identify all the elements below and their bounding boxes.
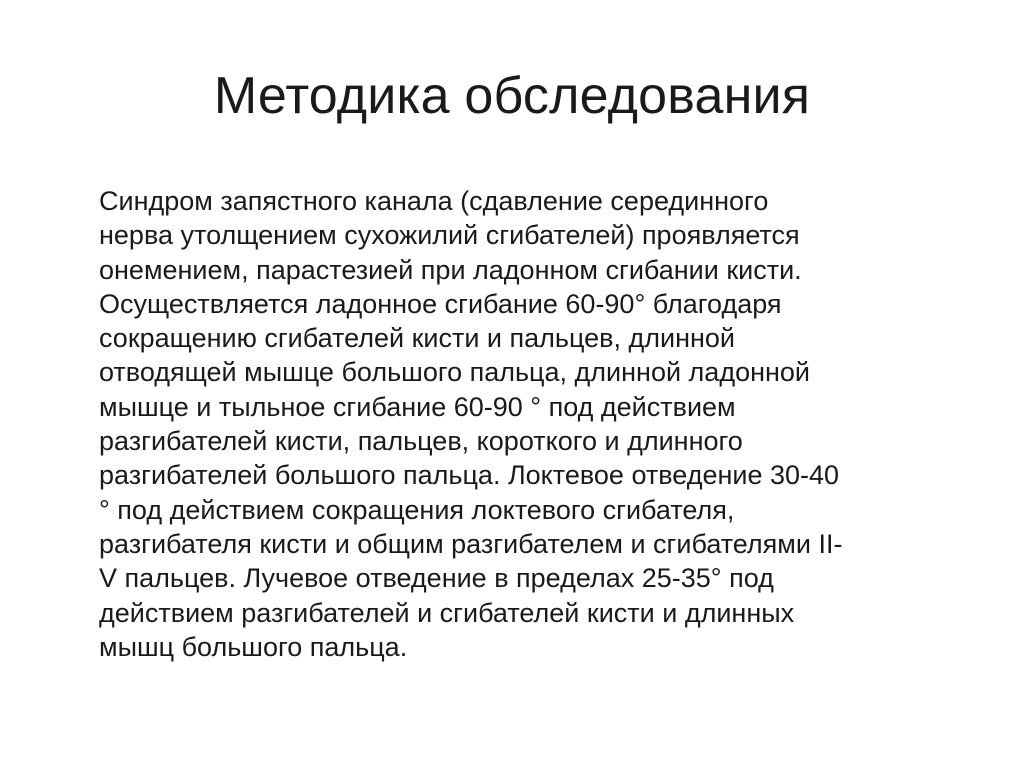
body-line: Осуществляется ладонное сгибание 60-90° благодаря <box>99 288 782 319</box>
body-line: онемением, парастезией при ладонном сгибании кисти. <box>99 254 802 285</box>
slide-title: Методика обследования <box>213 67 811 125</box>
slide-body-text <box>99 184 979 664</box>
body-line: Синдром запястного канала (сдавление серединного <box>99 186 769 216</box>
body-line: мышце и тыльное сгибание 60-90 ° под действием <box>99 391 736 422</box>
body-line: действием разгибателей и сгибателей кисти и длинных <box>99 597 795 628</box>
body-line: разгибателей большого пальца. Локтевое отведение 30-40 <box>99 460 840 491</box>
body-line: ° под действием сокращения локтевого сгибателя, <box>99 494 735 525</box>
body-line: мышц большого пальца. <box>99 631 408 662</box>
body-line: разгибателей кисти, пальцев, короткого и длинного <box>99 426 743 457</box>
body-line: разгибателя кисти и общим разгибателем и сгибателями II- <box>99 528 843 559</box>
body-line: сокращению сгибателей кисти и пальцев, длинной <box>99 323 735 354</box>
body-line: V пальцев. Лучевое отведение в пределах 25-35° под <box>99 563 774 594</box>
body-line: нерва утолщением сухожилий сгибателей) проявляется <box>99 220 800 251</box>
body-line: отводящей мышце большого пальца, длинной ладонной <box>99 357 811 388</box>
